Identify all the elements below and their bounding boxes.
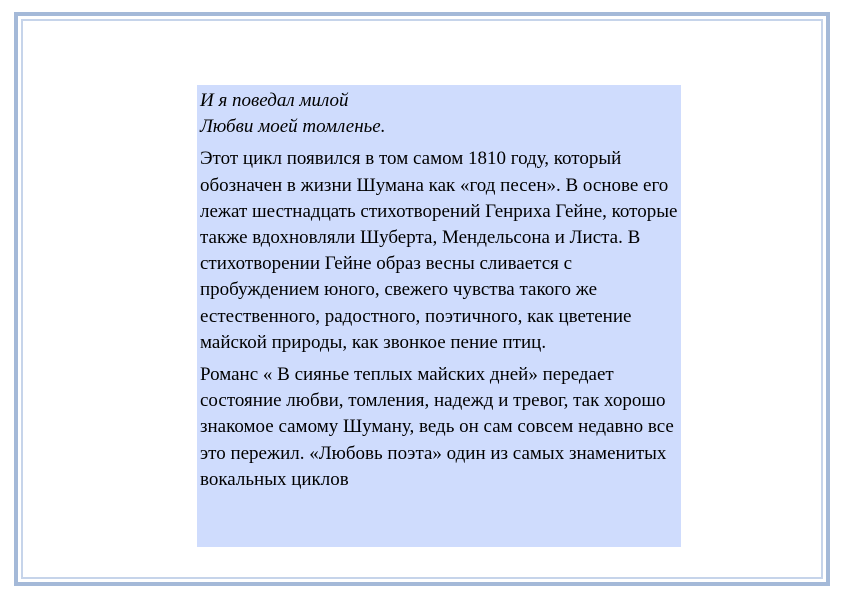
epigraph: И я поведал милой Любви моей томленье.: [200, 90, 386, 138]
paragraph-1: Этот цикл появился в том самом 1810 году, который обозначен в жизни Шумана как «год песен». В основе его лежат шестнадцать стихотворений Генриха Гейне, которые также вдохновляли Шуберта, Мендельсона и Листа. В стихотворении Гейне образ весны сливается с пробуждением юного, свежего чувства такого же естественного, радостного, поэтичного, как цветение майской природы, как звонкое пение птиц.: [200, 148, 678, 353]
paragraph-2: Романс « В сиянье теплых майских дней» передает состояние любви, томления, надежд и тревог, так хорошо знакомое самому Шуману, ведь он сам совсем недавно все это пережил. «Любовь поэта» один из самых знаменитых вокальных циклов: [200, 364, 674, 490]
text-box: [197, 85, 681, 547]
